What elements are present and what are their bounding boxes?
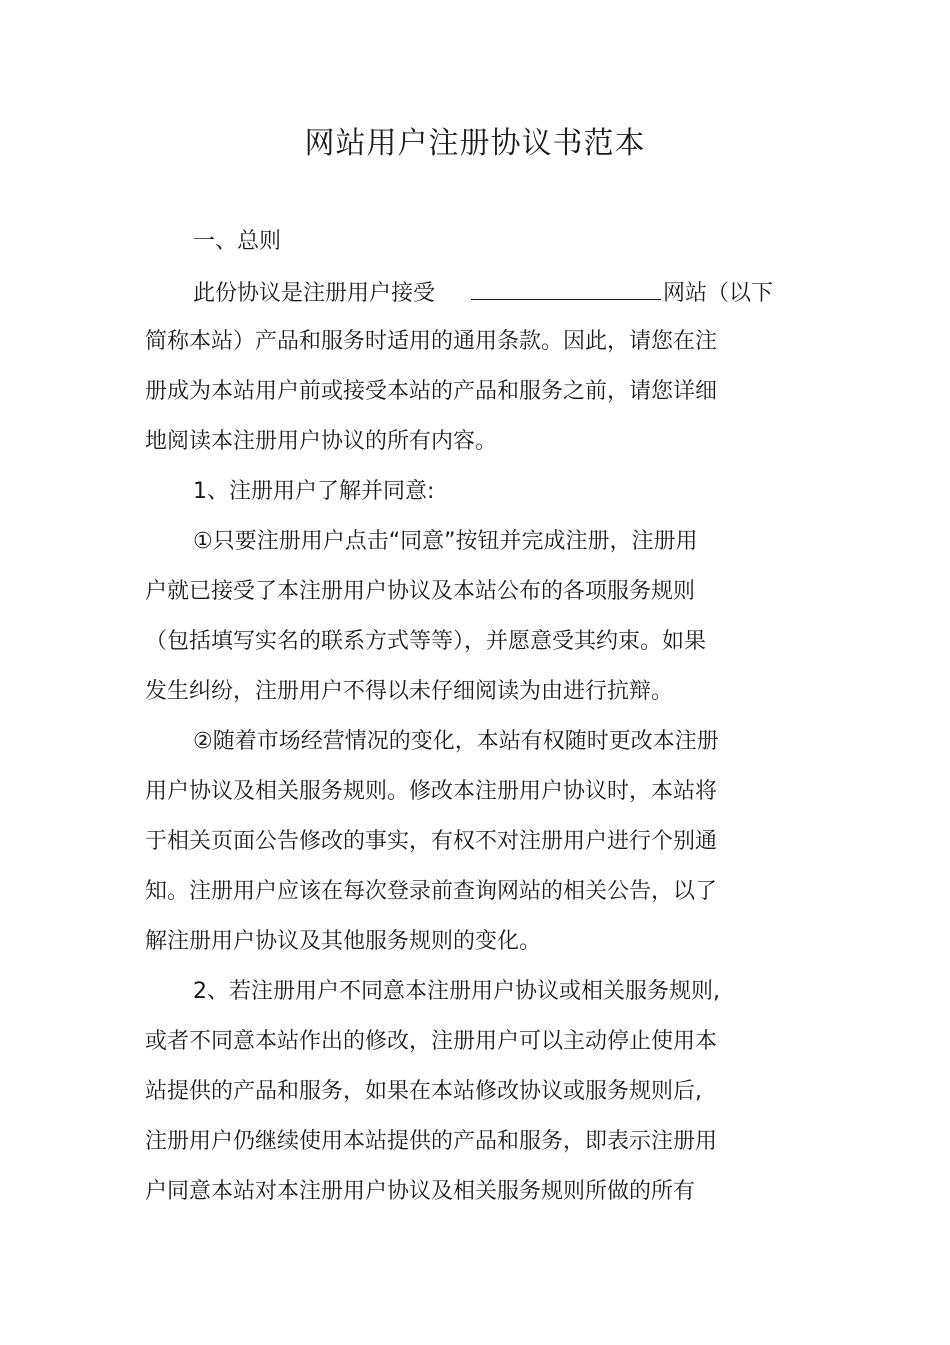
website-name-blank <box>471 277 661 300</box>
item1b-line-1: ②随着市场经营情况的变化，本站有权随时更改本注册 <box>193 729 719 754</box>
item1b-line-4: 知。注册用户应该在每次登录前查询网站的相关公告，以了 <box>145 879 718 904</box>
item1b-line-3: 于相关页面公告修改的事实，有权不对注册用户进行个别通 <box>145 829 718 854</box>
intro-line-4: 地阅读本注册用户协议的所有内容。 <box>145 429 498 454</box>
item2-line-4: 注册用户仍继续使用本站提供的产品和服务，即表示注册用 <box>145 1129 718 1154</box>
item1b-line-2: 用户协议及相关服务规则。修改本注册用户协议时，本站将 <box>145 779 718 804</box>
item1a-line-3: （包括填写实名的联系方式等等），并愿意受其约束。如果 <box>145 629 707 654</box>
intro-line-1 <box>193 277 773 309</box>
item1a-line-4: 发生纠纷，注册用户不得以未仔细阅读为由进行抗辩。 <box>145 679 674 704</box>
item2-line-1: 2、若注册用户不同意本注册用户协议或相关服务规则, <box>193 979 720 1004</box>
intro-text-before-blank: 此份协议是注册用户接受 <box>193 281 436 306</box>
item2-line-3: 站提供的产品和服务，如果在本站修改协议或服务规则后, <box>145 1079 702 1104</box>
item1-heading: 1、注册用户了解并同意: <box>193 479 435 504</box>
intro-text-after-blank: 网站（以下 <box>663 281 774 306</box>
document-title: 网站用户注册协议书范本 <box>304 126 646 161</box>
item1a-line-2: 户就已接受了本注册用户协议及本站公布的各项服务规则 <box>145 579 696 604</box>
item2-line-2: 或者不同意本站作出的修改，注册用户可以主动停止使用本 <box>145 1029 718 1054</box>
item1a-line-1: ①只要注册用户点击“同意”按钮并完成注册，注册用 <box>193 529 698 554</box>
intro-line-2: 简称本站）产品和服务时适用的通用条款。因此，请您在注 <box>145 329 718 354</box>
item2-line-5: 户同意本站对本注册用户协议及相关服务规则所做的所有 <box>145 1179 696 1204</box>
section-heading: 一、总则 <box>193 229 282 254</box>
item1b-line-5: 解注册用户协议及其他服务规则的变化。 <box>145 929 542 954</box>
intro-line-3: 册成为本站用户前或接受本站的产品和服务之前，请您详细 <box>145 379 718 404</box>
